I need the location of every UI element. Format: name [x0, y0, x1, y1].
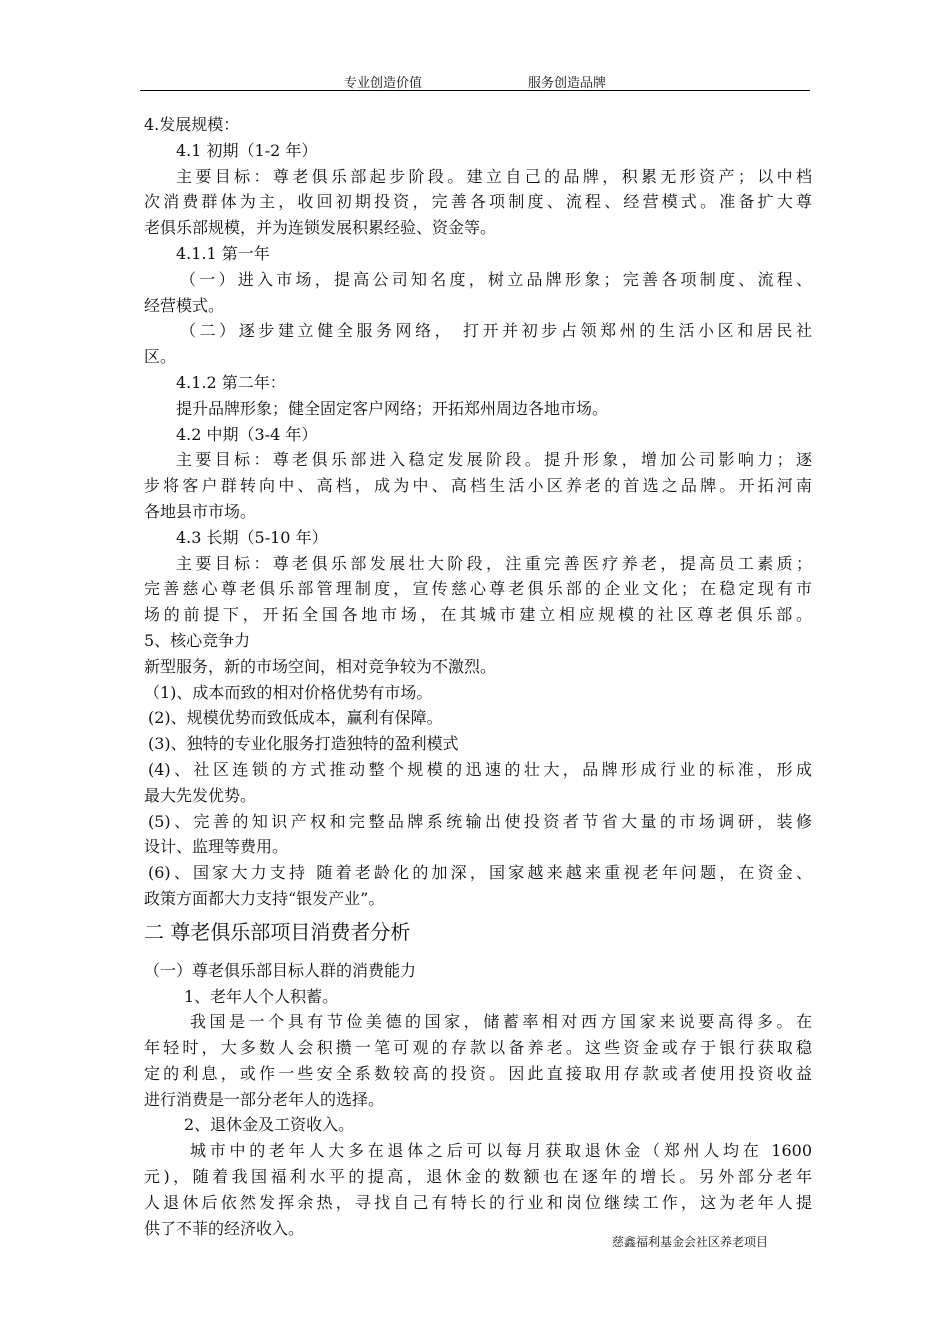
subsection-heading: 4.1 初期（1-2 年） — [176, 140, 318, 160]
list-item-continuation: 设计、监理等费用。 — [144, 837, 289, 857]
list-item: (4)、社区连锁的方式推动整个规模的迅速的壮大，品牌形成行业的标准，形成 — [148, 759, 812, 779]
list-item: (3)、独特的专业化服务打造独特的盈利模式 — [148, 734, 459, 754]
header-left-slogan: 专业创造价值 — [344, 76, 423, 91]
subsection-heading: 4.1.2 第二年： — [176, 372, 286, 392]
paragraph-line: 元)，随着我国福利水平的提高，退休金的数额也在逐年的增长。另外部分老年 — [144, 1167, 812, 1187]
paragraph-line: 年轻时，大多数人会积攒一笔可观的存款以备养老。这些资金或存于银行获取稳 — [144, 1038, 812, 1058]
document-body — [144, 112, 812, 1241]
subsection-heading: 4.2 中期（3-4 年） — [176, 424, 318, 444]
paragraph-line: 主要目标：尊老俱乐部进入稳定发展阶段。提升形象，增加公司影响力；逐 — [176, 450, 812, 470]
paragraph-line: 提升品牌形象；健全固定客户网络；开拓郑州周边各地市场。 — [176, 398, 609, 418]
list-item: (2)、规模优势而致低成本，赢利有保障。 — [148, 708, 443, 728]
list-item-continuation: 最大先发优势。 — [144, 785, 257, 805]
list-item: (5)、完善的知识产权和完整品牌系统输出使投资者节省大量的市场调研，装修 — [148, 811, 812, 831]
page-footer: 慈鑫福利基金会社区养老项目 — [612, 1235, 769, 1249]
paragraph-line: 进行消费是一部分老年人的选择。 — [144, 1089, 385, 1109]
paragraph-line: 供了不菲的经济收入。 — [144, 1218, 305, 1238]
paragraph-line: 定的利息，或作一些安全系数较高的投资。因此直接取用存款或者使用投资收益 — [144, 1063, 812, 1083]
paragraph-line: （一）进入市场，提高公司知名度，树立品牌形象；完善各项制度、流程、 — [180, 269, 812, 289]
paragraph-line: 主要目标：尊老俱乐部起步阶段。建立自己的品牌，积累无形资产；以中档 — [176, 166, 812, 186]
section-heading: 4.发展规模： — [144, 115, 240, 134]
subsection-heading: 2、退休金及工资收入。 — [184, 1115, 355, 1135]
subchapter-heading: （一）尊老俱乐部目标人群的消费能力 — [144, 960, 417, 980]
paragraph-line: 区。 — [144, 347, 177, 367]
paragraph-line: 经营模式。 — [144, 295, 225, 315]
paragraph-line: 步将客户群转向中、高档，成为中、高档生活小区养老的首选之品牌。开拓河南 — [144, 476, 812, 496]
paragraph-line: （二）逐步建立健全服务网络， 打开并初步占领郑州的生活小区和居民社 — [180, 321, 812, 341]
subsection-heading: 1、老年人个人积蓄。 — [184, 986, 339, 1006]
list-item-continuation: 政策方面都大力支持“银发产业”。 — [144, 888, 385, 908]
list-item: （1)、成本而致的相对价格优势有市场。 — [144, 682, 433, 702]
paragraph-line: 新型服务，新的市场空间，相对竞争较为不激烈。 — [144, 656, 497, 676]
paragraph-line: 各地县市市场。 — [144, 501, 257, 521]
paragraph-line: 人退休后依然发挥余热，寻找自己有特长的行业和岗位继续工作，这为老年人提 — [144, 1192, 812, 1212]
paragraph-line: 城市中的老年人大多在退体之后可以每月获取退休金（郑州人均在 1600 — [190, 1141, 812, 1161]
paragraph-line: 老俱乐部规模，并为连锁发展积累经验、资金等。 — [144, 218, 497, 238]
section-heading: 5、核心竞争力 — [144, 630, 251, 650]
paragraph-line: 完善慈心尊老俱乐部管理制度，宣传慈心尊老俱乐部的企业文化；在稳定现有市 — [144, 579, 812, 599]
header-right-slogan: 服务创造品牌 — [528, 76, 607, 91]
chapter-heading: 二 尊老俱乐部项目消费者分析 — [144, 919, 411, 944]
subsection-heading: 4.1.1 第一年 — [176, 243, 270, 263]
list-item: (6)、国家大力支持 随着老龄化的加深，国家越来越来重视老年问题，在资金、 — [148, 863, 812, 883]
subsection-heading: 4.3 长期（5-10 年） — [176, 527, 328, 547]
paragraph-line: 次消费群体为主，收回初期投资，完善各项制度、流程、经营模式。准备扩大尊 — [144, 192, 812, 212]
page-header — [140, 70, 810, 91]
paragraph-line: 主要目标：尊老俱乐部发展壮大阶段，注重完善医疗养老，提高员工素质； — [176, 553, 812, 573]
paragraph-line: 场的前提下，开拓全国各地市场，在其城市建立相应规模的社区尊老俱乐部。 — [144, 605, 812, 625]
paragraph-line: 我国是一个具有节俭美德的国家，储蓄率相对西方国家来说要高得多。在 — [190, 1012, 812, 1032]
